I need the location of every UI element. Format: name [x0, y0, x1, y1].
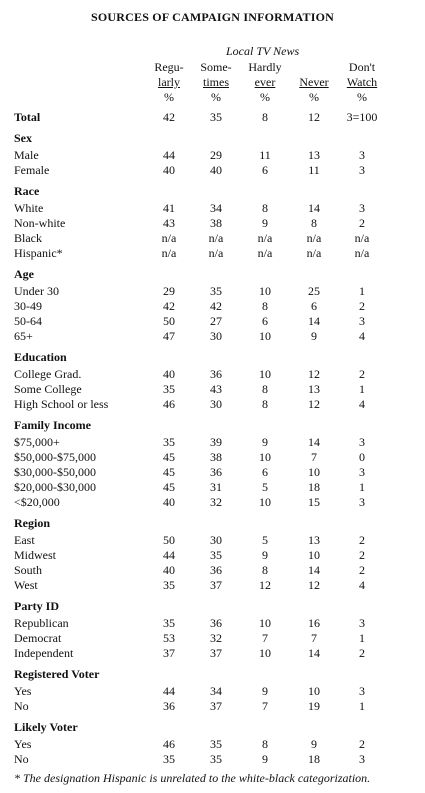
row-label: 50-64 — [14, 314, 42, 328]
cell-value: 37 — [210, 646, 222, 660]
section-title: Age — [14, 267, 34, 281]
cell-value: 2 — [359, 563, 365, 577]
table-row — [14, 329, 386, 344]
cell-value: 4 — [359, 397, 365, 411]
cell-value: 9 — [262, 548, 268, 562]
row-label: <$20,000 — [14, 495, 60, 509]
section-header — [14, 510, 386, 533]
cell-value: 38 — [210, 216, 222, 230]
cell-value: 42 — [163, 110, 175, 124]
cell-value: 44 — [163, 684, 175, 698]
cell-value: 34 — [210, 201, 222, 215]
cell-value: 2 — [359, 367, 365, 381]
cell-value: 36 — [210, 465, 222, 479]
cell-value: 0 — [359, 450, 365, 464]
cell-value: 6 — [262, 465, 268, 479]
cell-value: 36 — [163, 699, 175, 713]
cell-value: 7 — [311, 450, 317, 464]
row-label: Republican — [14, 616, 69, 630]
cell-value: 16 — [308, 616, 320, 630]
table-row — [14, 246, 386, 261]
header-pct: % — [164, 90, 174, 104]
cell-value: 4 — [359, 329, 365, 343]
cell-value: 10 — [259, 616, 271, 630]
cell-value: 32 — [210, 495, 222, 509]
row-label: $75,000+ — [14, 435, 60, 449]
cell-value: n/a — [306, 246, 322, 260]
cell-value: n/a — [257, 231, 273, 245]
cell-value: n/a — [257, 246, 273, 260]
cell-value: 9 — [262, 752, 268, 766]
cell-value: 34 — [210, 684, 222, 698]
cell-value: 35 — [210, 737, 222, 751]
row-label: South — [14, 563, 43, 577]
cell-value: 35 — [163, 616, 175, 630]
cell-value: 2 — [359, 548, 365, 562]
cell-value: n/a — [208, 246, 224, 260]
cell-value: 1 — [359, 382, 365, 396]
cell-value: 25 — [308, 284, 320, 298]
table-row — [14, 314, 386, 329]
section-title: Sex — [14, 131, 32, 145]
table-row — [14, 563, 386, 578]
table-row — [14, 231, 386, 246]
header-hardly-1: Hardly — [248, 60, 282, 74]
row-label: White — [14, 201, 44, 215]
cell-value: 14 — [308, 435, 320, 449]
cell-value: 7 — [262, 631, 268, 645]
cell-value: 2 — [359, 216, 365, 230]
section-header — [14, 593, 386, 616]
row-label: West — [14, 578, 38, 592]
cell-value: 30 — [210, 533, 222, 547]
table-subtitle: Local TV News — [226, 44, 300, 58]
table-row — [14, 646, 386, 661]
cell-value: 41 — [163, 201, 175, 215]
cell-value: 42 — [163, 299, 175, 313]
cell-value: 6 — [262, 163, 268, 177]
cell-value: 2 — [359, 533, 365, 547]
cell-value: 10 — [308, 465, 320, 479]
cell-value: n/a — [161, 246, 177, 260]
cell-value: 3 — [359, 201, 365, 215]
cell-value: 10 — [259, 329, 271, 343]
table-row — [14, 148, 386, 163]
cell-value: 3 — [359, 314, 365, 328]
row-label: 30-49 — [14, 299, 42, 313]
cell-value: 12 — [259, 578, 271, 592]
cell-value: 3 — [359, 465, 365, 479]
cell-value: 30 — [210, 329, 222, 343]
header-pct: % — [211, 90, 221, 104]
cell-value: 3 — [359, 752, 365, 766]
row-label: Female — [14, 163, 50, 177]
cell-value: 9 — [262, 684, 268, 698]
cell-value: 36 — [210, 616, 222, 630]
cell-value: 35 — [163, 435, 175, 449]
cell-value: 8 — [262, 397, 268, 411]
section-title: Race — [14, 184, 40, 198]
table-row — [14, 548, 386, 563]
cell-value: 3 — [359, 435, 365, 449]
table-row — [14, 450, 386, 465]
cell-value: 36 — [210, 367, 222, 381]
section-header — [14, 178, 386, 201]
cell-value: 9 — [311, 737, 317, 751]
cell-value: 4 — [359, 578, 365, 592]
cell-value: 37 — [163, 646, 175, 660]
table-row — [14, 382, 386, 397]
cell-value: n/a — [354, 246, 370, 260]
cell-value: 10 — [259, 284, 271, 298]
cell-value: 13 — [308, 148, 320, 162]
cell-value: 8 — [262, 299, 268, 313]
cell-value: 1 — [359, 631, 365, 645]
cell-value: 45 — [163, 465, 175, 479]
cell-value: n/a — [208, 231, 224, 245]
column-headers — [14, 60, 386, 105]
section-title: Region — [14, 516, 50, 530]
row-label: No — [14, 699, 29, 713]
cell-value: 12 — [308, 397, 320, 411]
cell-value: 44 — [163, 148, 175, 162]
cell-value: 14 — [308, 646, 320, 660]
cell-value: 7 — [311, 631, 317, 645]
cell-value: 14 — [308, 314, 320, 328]
cell-value: 37 — [210, 578, 222, 592]
row-label: Midwest — [14, 548, 56, 562]
cell-value: 45 — [163, 480, 175, 494]
cell-value: 9 — [262, 435, 268, 449]
cell-value: 12 — [308, 578, 320, 592]
header-sometimes-2: times — [203, 75, 229, 89]
cell-value: 1 — [359, 284, 365, 298]
table-row — [14, 578, 386, 593]
cell-value: 29 — [163, 284, 175, 298]
cell-value: n/a — [354, 231, 370, 245]
cell-value: 3 — [359, 616, 365, 630]
cell-value: n/a — [306, 231, 322, 245]
cell-value: 3=100 — [346, 110, 378, 124]
cell-value: 40 — [210, 163, 222, 177]
table-row — [14, 367, 386, 382]
cell-value: 10 — [259, 450, 271, 464]
section-title: Family Income — [14, 418, 91, 432]
header-hardly-2: ever — [254, 75, 276, 89]
cell-value: 35 — [163, 752, 175, 766]
cell-value: 1 — [359, 699, 365, 713]
section-title: Education — [14, 350, 67, 364]
section-title: Party ID — [14, 599, 59, 613]
table-row — [14, 495, 386, 510]
section-header — [14, 661, 386, 684]
row-label: Male — [14, 148, 39, 162]
cell-value: 13 — [308, 533, 320, 547]
row-label: $30,000-$50,000 — [14, 465, 96, 479]
cell-value: 39 — [210, 435, 222, 449]
cell-value: 8 — [262, 382, 268, 396]
table-row — [14, 216, 386, 231]
cell-value: 10 — [308, 548, 320, 562]
row-label: Total — [14, 110, 41, 124]
cell-value: 19 — [308, 699, 320, 713]
section-title: Likely Voter — [14, 720, 78, 734]
cell-value: 11 — [259, 148, 271, 162]
cell-value: 43 — [163, 216, 175, 230]
row-label: High School or less — [14, 397, 109, 411]
table-row — [14, 699, 386, 714]
cell-value: 8 — [262, 563, 268, 577]
cell-value: 46 — [163, 737, 175, 751]
cell-value: 8 — [311, 216, 317, 230]
cell-value: 37 — [210, 699, 222, 713]
cell-value: 5 — [262, 480, 268, 494]
cell-value: 3 — [359, 684, 365, 698]
row-label: Democrat — [14, 631, 62, 645]
row-label: Yes — [14, 684, 32, 698]
section-title: Registered Voter — [14, 667, 100, 681]
cell-value: 35 — [163, 382, 175, 396]
cell-value: 9 — [262, 216, 268, 230]
cell-value: 43 — [210, 382, 222, 396]
cell-value: n/a — [161, 231, 177, 245]
header-dontwatch-2: Watch — [346, 75, 378, 89]
cell-value: 35 — [210, 284, 222, 298]
cell-value: 50 — [163, 314, 175, 328]
cell-value: 40 — [163, 367, 175, 381]
cell-value: 10 — [259, 646, 271, 660]
header-sometimes-1: Some- — [200, 60, 232, 74]
cell-value: 29 — [210, 148, 222, 162]
cell-value: 31 — [210, 480, 222, 494]
table-row — [14, 201, 386, 216]
cell-value: 40 — [163, 163, 175, 177]
row-label: Yes — [14, 737, 32, 751]
table-row — [14, 397, 386, 412]
cell-value: 3 — [359, 148, 365, 162]
table-row — [14, 480, 386, 495]
section-header — [14, 344, 386, 367]
cell-value: 32 — [210, 631, 222, 645]
cell-value: 6 — [311, 299, 317, 313]
cell-value: 35 — [210, 110, 222, 124]
header-regularly-2: larly — [158, 75, 180, 89]
cell-value: 2 — [359, 737, 365, 751]
cell-value: 50 — [163, 533, 175, 547]
table-row — [14, 533, 386, 548]
cell-value: 11 — [308, 163, 320, 177]
section-header — [14, 261, 386, 284]
cell-value: 38 — [210, 450, 222, 464]
row-label: $50,000-$75,000 — [14, 450, 96, 464]
header-pct: % — [260, 90, 270, 104]
cell-value: 47 — [163, 329, 175, 343]
row-label: $20,000-$30,000 — [14, 480, 96, 494]
table-row — [14, 684, 386, 699]
cell-value: 6 — [262, 314, 268, 328]
table-title: SOURCES OF CAMPAIGN INFORMATION — [91, 10, 334, 24]
table-row — [14, 752, 386, 767]
section-header — [14, 125, 386, 148]
cell-value: 44 — [163, 548, 175, 562]
cell-value: 35 — [163, 578, 175, 592]
cell-value: 10 — [259, 495, 271, 509]
cell-value: 12 — [308, 110, 320, 124]
row-label: Some College — [14, 382, 82, 396]
header-pct: % — [357, 90, 367, 104]
cell-value: 15 — [308, 495, 320, 509]
cell-value: 18 — [308, 752, 320, 766]
row-label: No — [14, 752, 29, 766]
footnote: * The designation Hispanic is unrelated to the white-black categorization. — [14, 771, 371, 785]
row-label: Black — [14, 231, 42, 245]
table-row — [14, 163, 386, 178]
total-row — [14, 110, 386, 125]
data-table — [14, 110, 386, 767]
cell-value: 8 — [262, 110, 268, 124]
cell-value: 12 — [308, 367, 320, 381]
table-row — [14, 737, 386, 752]
row-label: Hispanic* — [14, 246, 63, 260]
cell-value: 3 — [359, 163, 365, 177]
cell-value: 27 — [210, 314, 222, 328]
cell-value: 9 — [311, 329, 317, 343]
cell-value: 42 — [210, 299, 222, 313]
cell-value: 53 — [163, 631, 175, 645]
row-label: Under 30 — [14, 284, 59, 298]
table-row — [14, 299, 386, 314]
cell-value: 40 — [163, 563, 175, 577]
cell-value: 13 — [308, 382, 320, 396]
row-label: Non-white — [14, 216, 66, 230]
section-header — [14, 412, 386, 435]
header-dontwatch-1: Don't — [348, 60, 376, 74]
cell-value: 45 — [163, 450, 175, 464]
table-row — [14, 465, 386, 480]
table-row — [14, 616, 386, 631]
row-label: East — [14, 533, 35, 547]
cell-value: 36 — [210, 563, 222, 577]
row-label: Independent — [14, 646, 74, 660]
cell-value: 2 — [359, 299, 365, 313]
row-label: College Grad. — [14, 367, 82, 381]
cell-value: 14 — [308, 201, 320, 215]
cell-value: 10 — [259, 367, 271, 381]
cell-value: 40 — [163, 495, 175, 509]
cell-value: 35 — [210, 752, 222, 766]
cell-value: 2 — [359, 646, 365, 660]
cell-value: 30 — [210, 397, 222, 411]
cell-value: 7 — [262, 699, 268, 713]
cell-value: 46 — [163, 397, 175, 411]
cell-value: 5 — [262, 533, 268, 547]
table-row — [14, 284, 386, 299]
cell-value: 18 — [308, 480, 320, 494]
cell-value: 8 — [262, 737, 268, 751]
cell-value: 35 — [210, 548, 222, 562]
section-header — [14, 714, 386, 737]
cell-value: 3 — [359, 495, 365, 509]
header-pct: % — [309, 90, 319, 104]
header-never: Never — [299, 75, 329, 89]
cell-value: 8 — [262, 201, 268, 215]
cell-value: 10 — [308, 684, 320, 698]
table-row — [14, 435, 386, 450]
row-label: 65+ — [14, 329, 33, 343]
cell-value: 1 — [359, 480, 365, 494]
table-row — [14, 631, 386, 646]
header-regularly-1: Regu- — [154, 60, 184, 74]
cell-value: 14 — [308, 563, 320, 577]
